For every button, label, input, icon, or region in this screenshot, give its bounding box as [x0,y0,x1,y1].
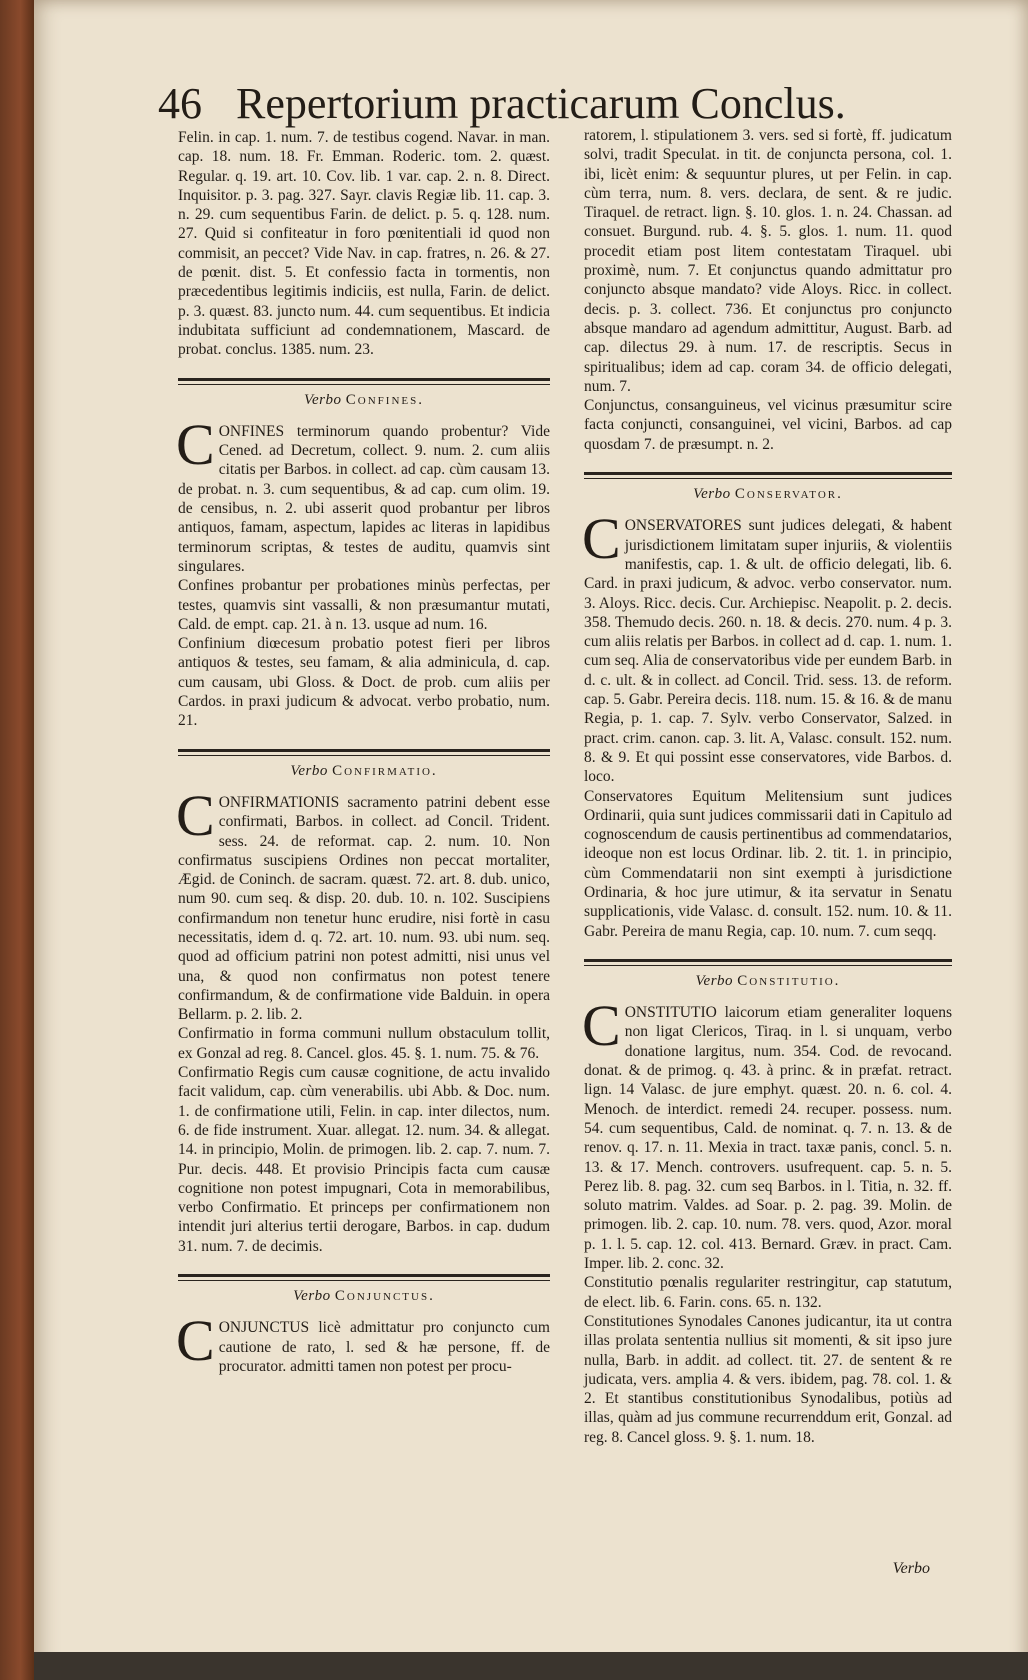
paragraph: Constitutiones Synodales Canones judicantur, ita ut contra illas prolata sententia nullius sit momenti, & sit ipso jure nulla, Barb. in addit. ad collect. tit. 27. de sentent & re judicata, vers. amplia 4. & vers. ibidem, pag. 78. col. 1. & 2. Et stantibus constitutionibus Synodalibus, potiùs ad illas, quàm ad jus commune recurrenddum erit, Gonzal. ad reg. 8. Cancel gloss. 9. §. 1. num. 18. [584,1312,952,1446]
section-heading-constitutio [584,972,952,991]
paragraph: Confirmatio in forma communi nullum obstaculum tollit, ex Gonzal ad reg. 8. Cancel. glos. 45. §. 1. num. 75. & 76. [178,1025,550,1062]
verbo-word: Verbo [695,972,734,989]
section-divider [178,1274,550,1277]
headword: Conservator. [734,486,843,503]
scan-bottom-edge [34,1652,1028,1680]
catchword: Verbo [892,1560,930,1577]
continuation-paragraph: Conjunctus, consanguineus, vel vicinus præsumitur scire facta conjuncti, consanguinei, vel vicini, Barbos. ad cap quosdam 7. de præsumpt. n. 2. [584,397,952,453]
drop-cap: C [582,993,621,1059]
entry-constitutio [582,993,952,1447]
section-divider [178,749,550,752]
headword: Confines. [345,391,424,408]
verbo-word: Verbo [304,391,342,408]
headword: Conjunctus. [334,1288,435,1305]
paragraph: ONSERVATORES sunt judices delegati, & habent jurisdictionem limitatam super injuriis, & violentiis manifestis, cap. 1. & ult. de officio delegati, lib. 6. Card. in praxi judicum, & advoc. verbo conservator. num. 3. Aloys. Ricc. decis. Cur. Archiepisc. Neapolit. p. 2. decis. 358. Themudo decis. 260. n. 18. & decis. 270. num. 4 p. 3. cum aliis relatis per Barbos. in collect ad d. cap. 1. num. 1. cum seq. Alia de conservatoribus vide per eundem Barb. in d. c. ult. & in collect. ad Concil. Trid. sess. 13. de reform. cap. 5. Gabr. Pereira decis. 118. num. 15. & 16. & de manu Regia, p. 1. cap. 7. Sylv. verbo Conservator, Salzed. in pract. crim. canon. cap. 3. lit. A, Valasc. consult. 152. num. 8. & 9. Et qui possint esse conservatores, vide Barbos. d. loco. [584,517,952,786]
drop-cap: C [176,1308,215,1374]
paragraph: ONFIRMATIONIS sacramento patrini debent esse confirmati, Barbos. in collect. ad Concil. Trident. sess. 24. de reformat. cap. 2. num. 10. Non confirmatus suscipiens Ordines non peccat mortaliter, Ægid. de Coninch. de sacram. quæst. 72. art. 8. dub. unico, num 90. cum seq. & disp. 20. dub. 10. n. 102. Suscipiens confirmandum non tenetur hunc erudire, nisi fortè in casu necessitatis, idem d. q. 72. art. 10. num. 93. ubi num. seq. quod ad officium patrini non potest admitti, nisi unus vel una, & quod non confirmatus non potest tenere confirmandum, & de confirmatione vide Balduin. in opera Bellarm. p. 2. lib. 2. [178,793,550,1024]
left-column [178,128,550,1376]
verbo-word: Verbo [293,1288,331,1305]
section-heading-confines [178,391,550,410]
section-heading-confirmatio [178,762,550,781]
headword: Constitutio. [737,972,841,989]
paragraph: ONSTITUTIO laicorum etiam generaliter loquens non ligat Clericos, Tiraq. in l. si unquam, verbo donatione largitus, num. 354. Cod. de revocand. donat. & de primog. q. 43. à princ. & in præfat. retract. lign. 14 Valasc. de jure emphyt. quæst. 20. n. 6. col. 4. Menoch. de interdict. remedi 24. recuper. possess. num. 54. cum sequentibus, Cald. de nominat. q. 7. n. 13. & de renov. q. 17. n. 11. Mexia in tract. taxæ panis, concl. 5. n. 13. & 17. Mench. controvers. usufrequent. cap. 5. n. 5. Perez lib. 8. pag. 32. cum seq Barbos. in l. Titia, n. 32. ff. soluto matrim. Valdes. ad Soar. p. 2. pag. 39. Molin. de primogen. lib. 2. cap. 10. num. 78. vers. quod, Azor. moral p. 1. l. 5. cap. 12. col. 413. Bernard. Græv. in pract. Cam. Imper. lib. 2. conc. 32. [584,1004,952,1273]
section-divider [584,472,952,475]
drop-cap: C [176,411,215,477]
paragraph: Confinium diœcesum probatio potest fieri per libros antiquos & testes, seu famam, & alia adminicula, d. cap. cum causam, ubi Gloss. & Doct. de prob. cum aliis per Cardos. in praxi judicum & advocat. verbo probatio, num. 21. [178,635,550,730]
paragraph: ONJUNCTUS licè admittatur pro conjuncto cum cautione de rato, l. sed & hæ persone, ff. de procurator. admitti tamen non potest per procu- [218,1319,550,1375]
drop-cap: C [176,782,215,848]
entry-conservator [582,506,952,941]
section-divider [178,378,550,381]
verbo-word: Verbo [693,486,731,503]
drop-cap: C [582,506,621,572]
paragraph: ONFINES terminorum quando probentur? Vide Cened. ad Decretum, collect. 9. num. 2. cum aliis citatis per Barbos. in collect. ad cap. cùm causam 13. de probat. n. 3. cum sequentibus, & ad cap. cum olim. 19. de censibus, n. 2. ubi asserit quod probantur per libros antiquos, famam, aspectum, lapides ac literas in lapidibus terminorum scriptas, & testes de auditu, quamvis sint singulares. [178,422,550,575]
headword: Confirmatio. [332,762,438,779]
entry-confirmatio [176,782,550,1256]
section-heading-conservator [584,485,952,504]
continuation-paragraph: ratorem, l. stipulationem 3. vers. sed si fortè, ff. judicatum solvi, tradit Speculat. in tit. de conjuncta persona, col. 1. ibi, licèt enim: & sequuntur plures, ut per Felin. in cap. cùm terra, num. 8. vers. declara, de sent. & re judic. Tiraquel. de retract. lign. §. 10. glos. 1. n. 24. Chassan. ad consuet. Burgund. rub. 4. §. 5. glos. 1. num. 11. quod procedit etiam post litem contestatam Tiraquel. ubi proximè, num. 7. Et conjunctus quando admittatur pro conjuncto absque mandato? vide Aloys. Ricc. in collect. decis. p. 3. collect. 736. Et conjunctus pro conjuncto absque mandaro ad agendum admittitur, August. Barb. ad cap. dilectus 29. à num. 17. de rescriptis. Secus in spiritualibus; idem ad cap. coram 34. de officio delegati, num. 7. [584,127,952,395]
left-intro-paragraph: Felin. in cap. 1. num. 7. de testibus cogend. Navar. in man. cap. 18. num. 18. Fr. Emman. Roderic. tom. 2. quæst. Regular. q. 19. art. 10. Cov. lib. 1 var. cap. 2. n. 8. Direct. Inquisitor. p. 3. pag. 327. Sayr. clavis Regiæ lib. 11. cap. 3. n. 29. cum sequentibus Farin. de delict. p. 5. q. 128. num. 27. Quid si confiteatur in foro pœnitentiali id quod non commisit, an peccet? Vide Nav. in cap. fratres, n. 26. & 27. de pœnit. dist. 5. Et confessio facta in tormentis, non præcedentibus legitimis indiciis, est nulla, Farin. de delict. p. 3. quæst. 83. juncto num. 44. cum sequentibus. Et indicia indubitata sufficiunt ad condemnationem, Mascard. de probat. conclus. 1385. num. 23. [178,129,550,359]
paragraph: Confirmatio Regis cum causæ cognitione, de actu invalido facit validum, cap. cùm venerabilis. ubi Abb. & Doc. num. 1. de confirmatione utili, Felin. in cap. inter dilectos, num. 6. de fide instrument. Xuar. allegat. 12. num. 34. & allegat. 14. in principio, Molin. de primogen. lib. 2. cap. 7. num. 7. Pur. decis. 448. Et provisio Principis facta cum causæ cognitione non potest impugnari, Cota in memorabilibus, verbo Confirmatio. Et princeps per confirmationem non intendit juri alterius tertii derogare, Barbos. in cap. dudum 31. num. 7. de decimis. [178,1064,550,1255]
paragraph: Confines probantur per probationes minùs perfectas, per testes, quamvis sint vassalli, & non præsumantur mutati, Cald. de empt. cap. 21. à n. 13. usque ad num. 16. [178,577,550,633]
entry-confines [176,411,550,731]
paragraph: Conservatores Equitum Melitensium sunt judices Ordinarii, quia sunt judices commissarii dati in Capitulo ad cognoscendum de causis pertinentibus ad commendatarios, ideoque non est locus Ordinar. lib. 2. tit. 1. in principio, cùm Commendatarii non sint exempti à jurisdictione Ordinaria, & hoc jure utimur, & ita servatur in Senatu supplicationis, vide Valasc. d. consult. 152. num. 10. & 11. Gabr. Pereira de manu Regia, cap. 10. num. 7. cum seqq. [584,787,952,940]
right-column [584,126,952,1447]
entry-conjunctus [176,1308,550,1376]
paragraph: Constitutio pœnalis regulariter restringitur, cap statutum, de elect. lib. 6. Farin. cons. 65. n. 132. [584,1274,952,1311]
section-heading-conjunctus [178,1287,550,1306]
section-divider [584,959,952,962]
page-number: 46 [158,79,202,128]
verbo-word: Verbo [290,762,328,779]
running-title: Repertorium practicarum Conclus. [236,79,846,128]
book-binding [0,0,34,1680]
